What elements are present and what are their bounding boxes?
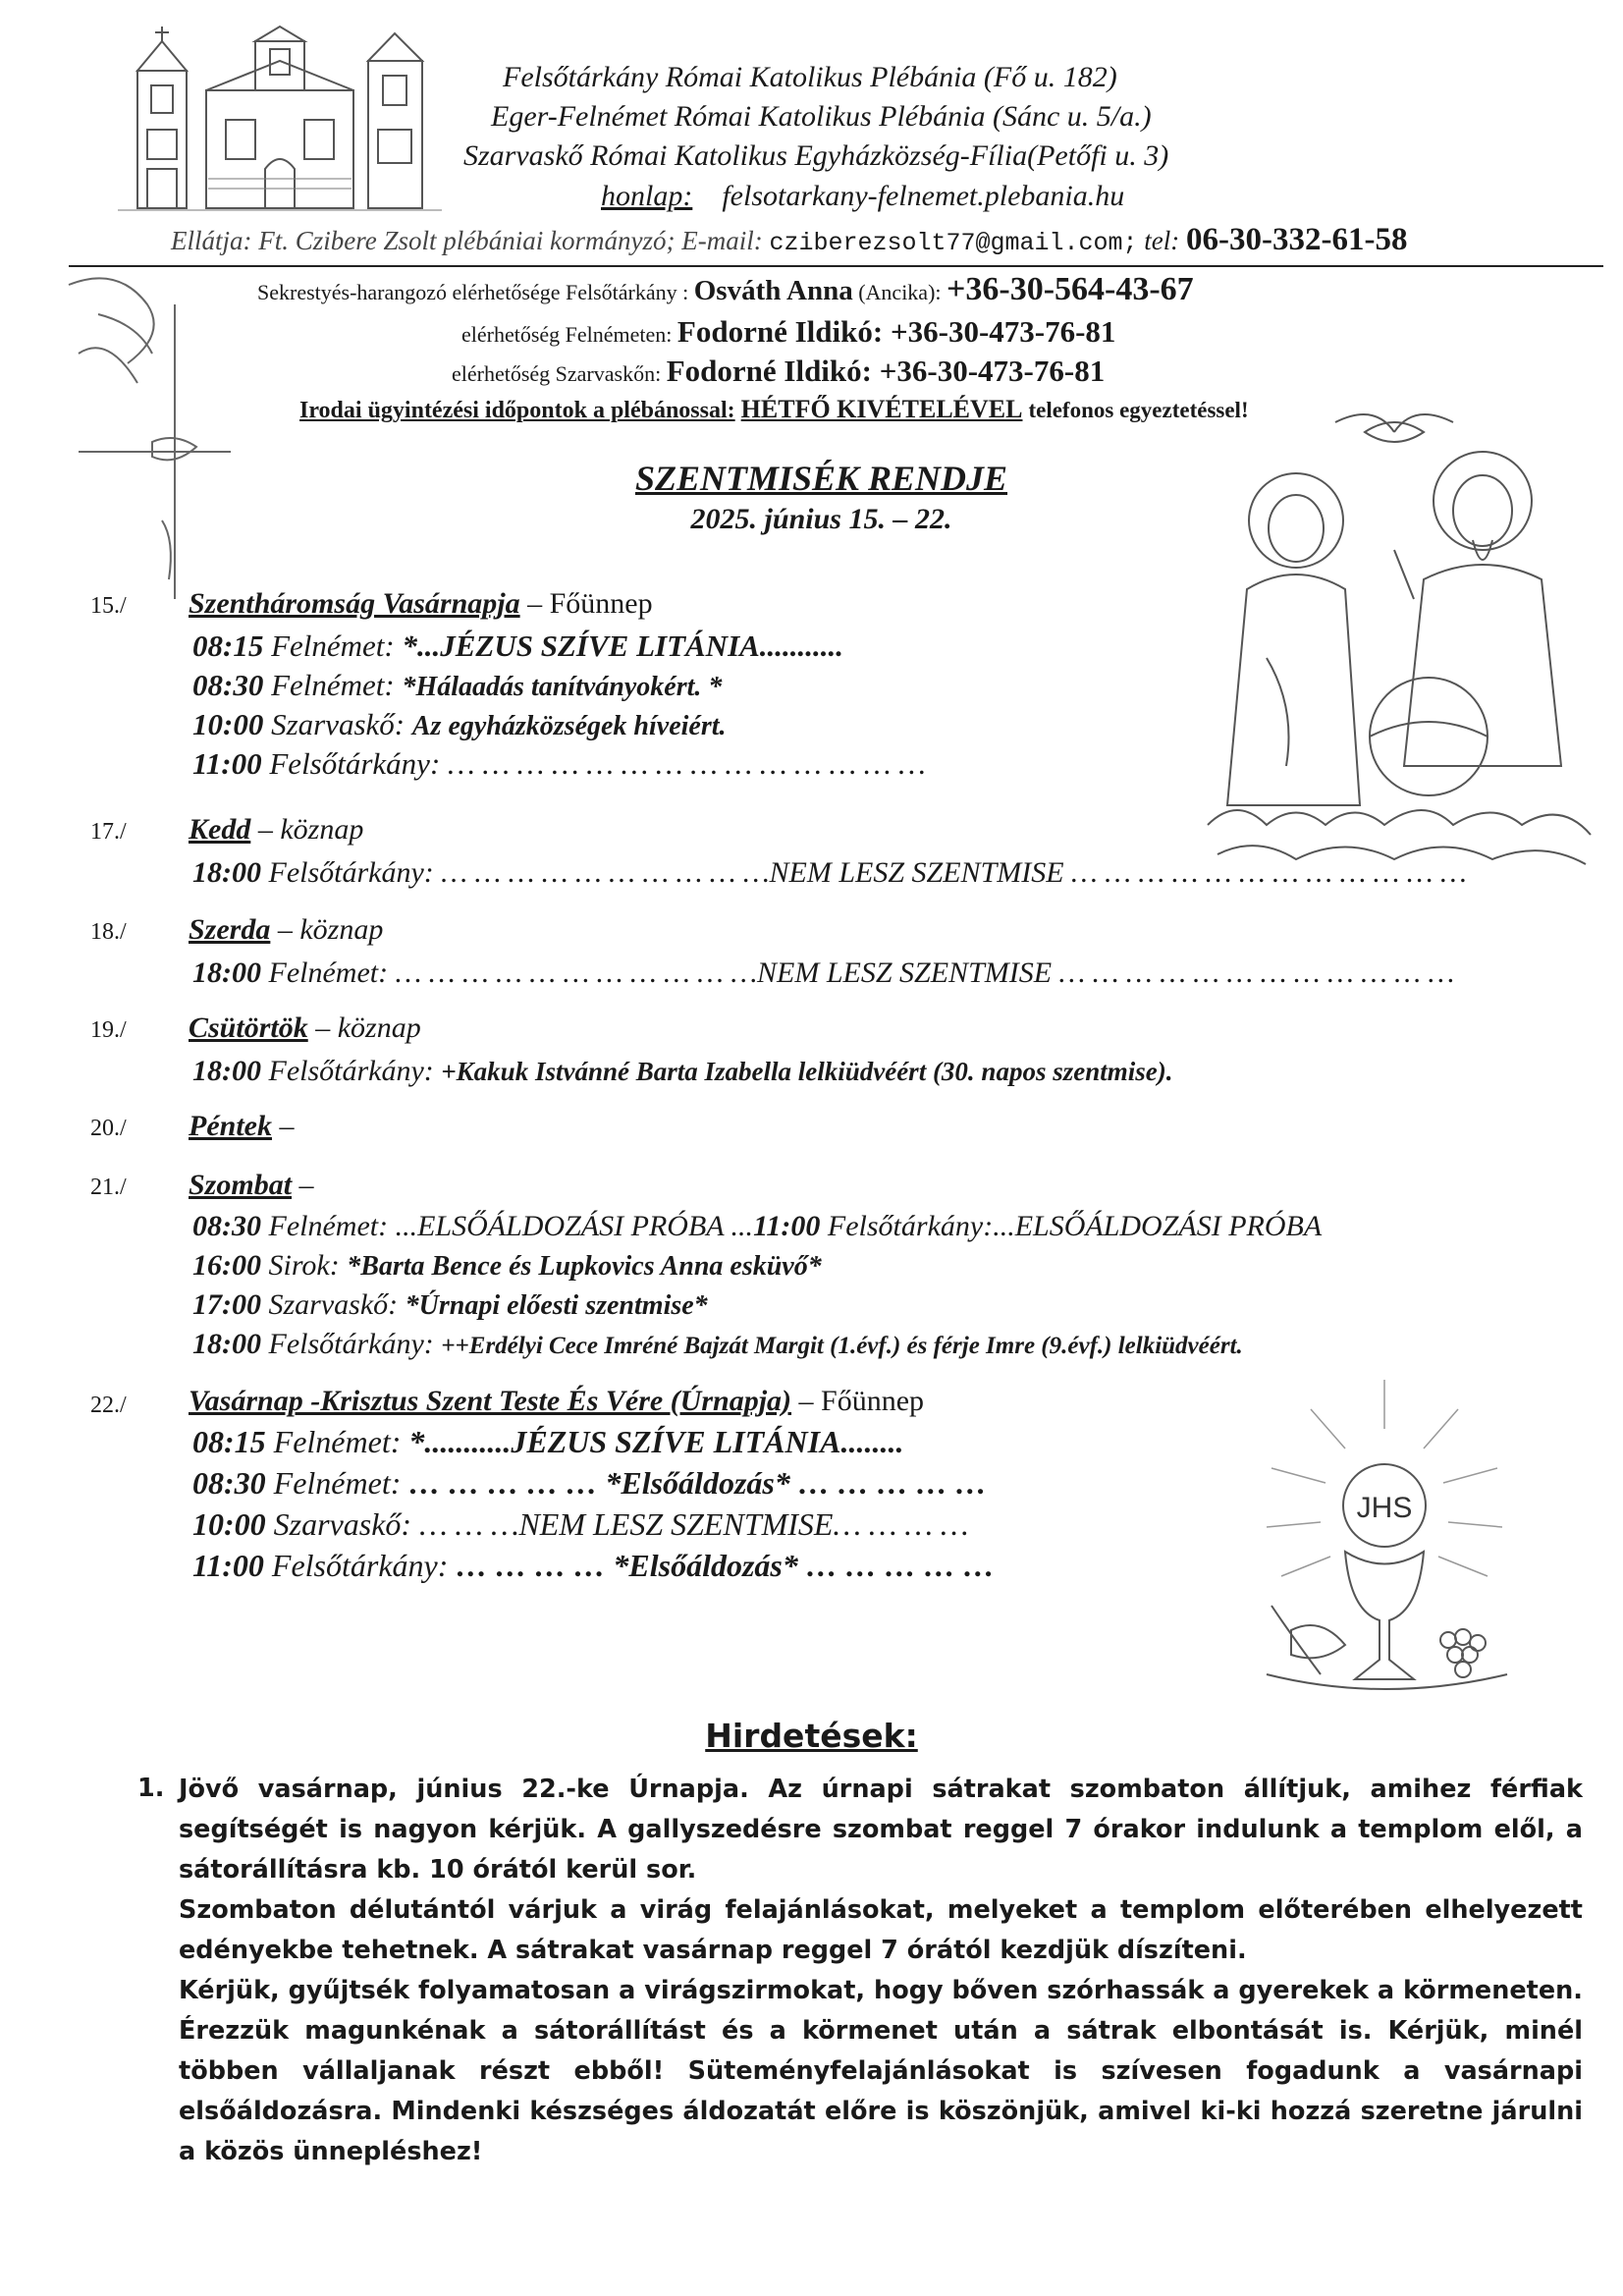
day-number: 18./: [90, 919, 127, 945]
szarvasko-label: elérhetőség Szarvaskőn:: [452, 361, 662, 386]
announcement-paragraph: Szombaton délutántól várjuk a virág felajánlásokat, melyeket a templom előterében elhelyezett edényekbe tehetnek. A sátrakat vasárnap reggel 7 órától kezdjük díszíteni.: [179, 1895, 1583, 1965]
day-heading: Csütörtök – köznap: [189, 1011, 421, 1044]
announcement-paragraph: Kérjük, gyűjtsék folyamatosan a virágszirmokat, hogy bőven szórhassák a gyerekek a körmeneten. Érezzük magunkénak a sátorállítást és a körmenet után a sátrak elbontását is. Kérjük, minél többen vállaljanak részt ebből! Süteményfelajánlásokat is szívesen fogadunk a vasárnapi elsőáldozásra. Mindenki készséges áldozatát előre is köszönjük, amivel ki-ki hozzá szeretne járulni a közös ünnepléshez!: [179, 1976, 1583, 2166]
mass-row: 08:30 Felnémet: *Hálaadás tanítványokért. *: [192, 668, 723, 702]
announcements-title: Hirdetések:: [705, 1717, 918, 1755]
admin-tel-label: tel:: [1144, 226, 1180, 255]
website-link[interactable]: felsotarkany-felnemet.plebania.hu: [722, 180, 1125, 212]
office-days: HÉTFŐ KIVÉTELÉVEL: [740, 395, 1023, 423]
parish-line-3: Szarvaskő Római Katolikus Egyházközség-Fília(Petőfi u. 3): [463, 139, 1169, 172]
announcement-number: 1.: [137, 1774, 165, 1803]
parish-line-1: Felsőtárkány Római Katolikus Plébánia (Fő u. 182): [503, 61, 1117, 93]
admin-tel: 06-30-332-61-58: [1186, 222, 1408, 257]
mass-row: 10:00 Szarvaskő: Az egyházközségek híveiért.: [192, 707, 727, 741]
day-number: 15./: [90, 593, 127, 619]
day-heading: Kedd – köznap: [189, 813, 364, 846]
sacristan-line: [257, 271, 1194, 308]
admin-email[interactable]: cziberezsolt77@gmail.com;: [769, 229, 1138, 257]
day-number: 21./: [90, 1175, 127, 1200]
sacristan-name: Osváth Anna: [693, 275, 853, 306]
felnemet-label: elérhetőség Felnémeten:: [461, 322, 673, 347]
mass-row: 18:00 Felsőtárkány: +Kakuk Istvánné Barta Izabella lelkiüdvéért (30. napos szentmise).: [192, 1055, 1173, 1087]
chalice-illustration: [1252, 1380, 1517, 1704]
office-hours-line: [299, 395, 1249, 424]
szarvasko-contact-line: [452, 354, 1105, 389]
day-number: 17./: [90, 819, 127, 845]
dove-cross-illustration: [59, 246, 236, 599]
admin-line: [171, 222, 1407, 258]
announcement-body: [179, 1770, 1583, 2172]
day-heading: [189, 587, 653, 621]
website-line: [601, 180, 1124, 213]
mass-row: 08:15 Felnémet: *...JÉZUS SZÍVE LITÁNIA...........: [192, 629, 844, 663]
website-label: honlap:: [601, 180, 693, 212]
schedule-dates: 2025. június 15. – 22.: [690, 503, 952, 535]
office-label: Irodai ügyintézési időpontok a plébánossal:: [299, 398, 735, 423]
mass-row: 11:00 Felsőtárkány: … … … … *Elsőáldozás* … … … … …: [192, 1548, 995, 1583]
mass-row: 18:00 Felsőtárkány: ++Erdélyi Cece Imréné Bajzát Margit (1.évf.) és férje Imre (9.évf.) lelkiüdvéért.: [192, 1328, 1243, 1360]
day-heading: Vasárnap -Krisztus Szent Teste És Vére (Úrnapja) – Főünnep: [189, 1385, 925, 1417]
szarvasko-contact: Fodorné Ildikó: +36-30-473-76-81: [666, 354, 1106, 388]
office-note: telefonos egyeztetéssel!: [1028, 398, 1249, 422]
sacristan-nick: (Ancika):: [858, 280, 942, 304]
day-heading: Péntek –: [189, 1110, 295, 1142]
mass-row: 18:00 Felsőtárkány: … … … … … … … … … …NEM LESZ SZENTMISE … … … … … … … … … … … …: [192, 856, 1467, 889]
felnemet-contact-line: [461, 314, 1115, 350]
announcement-paragraph: Jövő vasárnap, június 22.-ke Úrnapja. Az úrnapi sátrakat szombaton állítjuk, amihez férfiak segítségét is nagyon kérjük. A gallyszedésre szombat reggel 7 órakor indulunk a templom elől, a sátorállításra kb. 10 órától kerül sor.: [179, 1775, 1583, 1885]
day-type: – Főünnep: [519, 587, 653, 620]
day-name: Szentháromság Vasárnapja: [189, 587, 520, 620]
jhs-label: JHS: [1356, 1492, 1413, 1524]
mass-row: 08:30 Felnémet: … … … … … *Elsőáldozás* … … … … …: [192, 1465, 987, 1501]
admin-prefix: Ellátja: Ft. Czibere Zsolt plébániai kormányzó; E-mail:: [171, 226, 763, 255]
header-rule: [69, 265, 1603, 267]
mass-row: 18:00 Felnémet: … … … … … … … … … … …NEM LESZ SZENTMISE … … … … … … … … … … … …: [192, 957, 1455, 989]
mass-row: 16:00 Sirok: *Barta Bence és Lupkovics Anna esküvő*: [192, 1249, 822, 1282]
mass-row: 10:00 Szarvaskő: … … …NEM LESZ SZENTMISE… … … …: [192, 1506, 969, 1542]
day-number: 22./: [90, 1393, 127, 1418]
mass-row: 11:00 Felsőtárkány: … … … … … … … … … … … … … …: [192, 746, 926, 781]
day-heading: Szerda – köznap: [189, 913, 384, 946]
sacristan-tel: +36-30-564-43-67: [947, 271, 1194, 307]
day-number: 20./: [90, 1116, 127, 1141]
day-number: 19./: [90, 1017, 127, 1043]
mass-row: 08:30 Felnémet: ...ELSŐÁLDOZÁSI PRÓBA ...11:00 Felsőtárkány:...ELSŐÁLDOZÁSI PRÓBA: [192, 1210, 1323, 1242]
parish-line-2: Eger-Felnémet Római Katolikus Plébánia (Sánc u. 5/a.): [491, 100, 1152, 133]
day-heading: Szombat –: [189, 1169, 314, 1201]
mass-row: 17:00 Szarvaskő: *Úrnapi előesti szentmise*: [192, 1288, 708, 1321]
church-illustration: [118, 22, 442, 218]
schedule-title: SZENTMISÉK RENDJE: [634, 459, 1008, 498]
sacristan-prefix: Sekrestyés-harangozó elérhetősége Felsőtárkány :: [257, 280, 689, 304]
felnemet-contact: Fodorné Ildikó: +36-30-473-76-81: [676, 314, 1116, 349]
mass-row: 08:15 Felnémet: *...........JÉZUS SZÍVE LITÁNIA........: [192, 1424, 904, 1459]
